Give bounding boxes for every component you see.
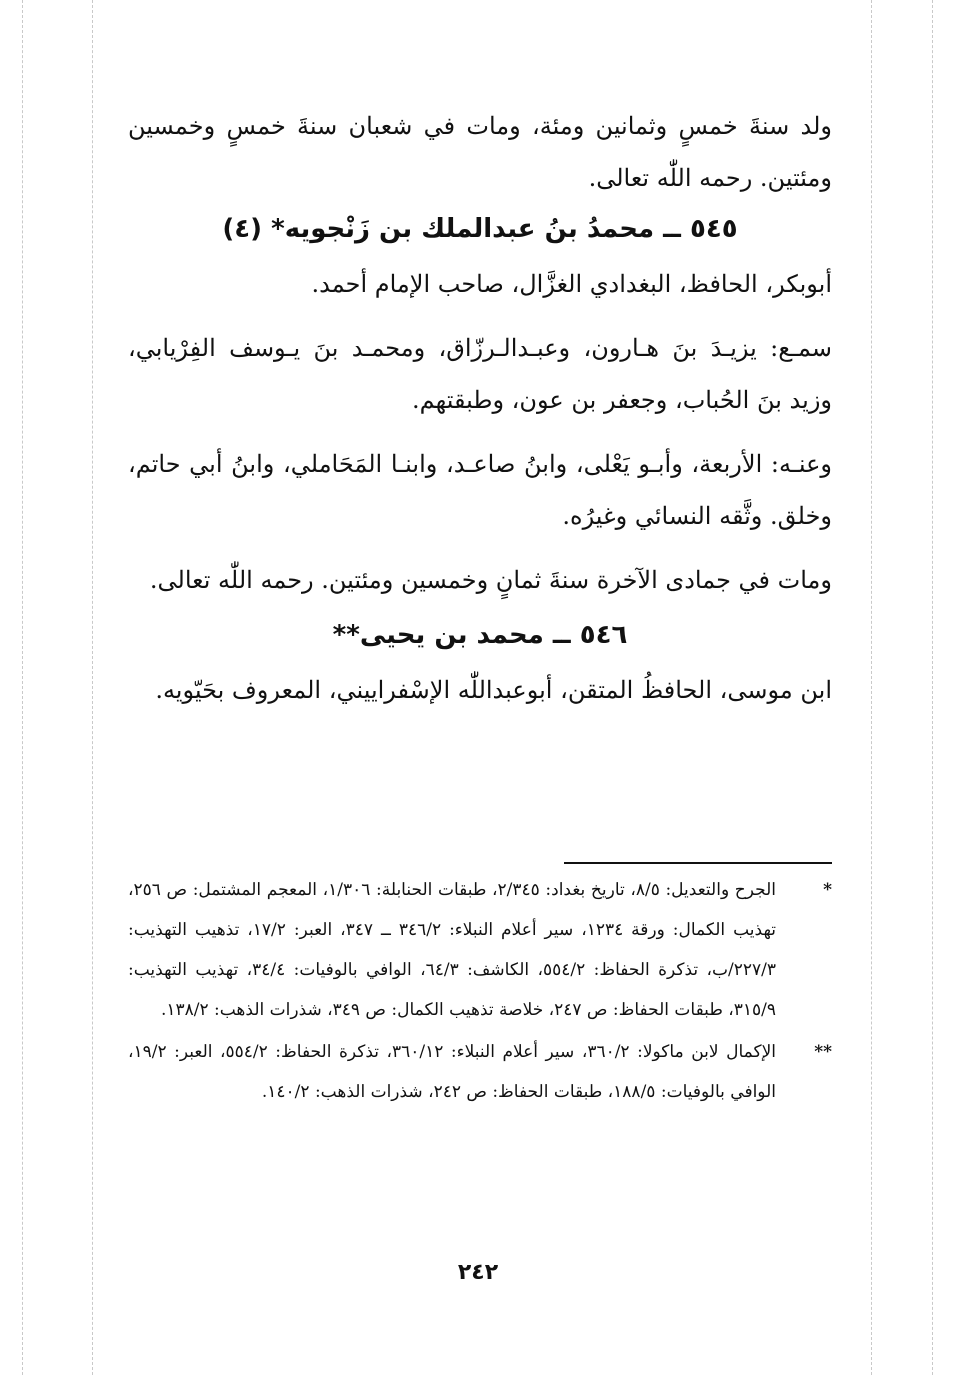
intro-paragraph: ولد سنةَ خمسٍ وثمانين ومئة، ومات في شعبان سنةَ خمسٍ وخمسين ومئتين. رحمه اللّٰه تعالى. [128,112,832,192]
footnote-text: الجرح والتعديل: ٨/٥، تاريخ بغداد: ٢/٣٤٥، طبقات الحنابلة: ١/٣٠٦، المعجم المشتمل: ص ٢٥٦، تهذيب الكمال: ورقة ١٢٣٤، سير أعلام النبلاء: ٣٤٦/٢ ــ ٣٤٧، العبر: ١٧/٢، تذهيب التهذيب: ٢٢٧/٣/ب، تذكرة الحفاظ: ٥٥٤/٢، الكاشف: ٦٤/٣، الوافي بالوفيات: ٣٤/٤، تهذيب التهذيب: ٣١٥/٩، طبقات الحفاظ: ص ٢٤٧، خلاصة تذهيب الكمال: ص ٣٤٩، شذرات الذهب: ١٣٨/٢. [128,880,777,1020]
footnote-text: الإكمال لابن ماكولا: ٣٦٠/٢، سير أعلام النبلاء: ٣٦٠/١٢، تذكرة الحفاظ: ٥٥٤/٢، العبر: ١٩/٢، الوافي بالوفيات: ١٨٨/٥، طبقات الحفاظ: ص ٢٤٢، شذرات الذهب: ١٤٠/٢. [128,1042,776,1102]
footnote-marker: ** [814,1042,832,1062]
page-number: ٢٤٢ [457,1260,499,1285]
entry-546-paragraph-1: ابن موسى، الحافظُ المتقن، أبوعبداللّٰه الإسْفراييني، المعروف بحَيّويه. [155,676,832,704]
footnote-1 [128,870,832,1030]
entry-545-heading: ٥٤٥ ــ محمدُ بنُ عبدالملك بن زَنْجويه* (٤) [222,214,738,244]
footnote-2 [128,1032,832,1112]
footnotes [128,862,832,1112]
entry-545-paragraph-1: أبوبكر، الحافظ، البغدادي الغزَّال، صاحب الإمام أحمد. [311,270,832,298]
margin-guide-line [871,0,872,1375]
entry-545-paragraph-3: وعنـه: الأربعة، وأبـو يَعْلى، وابنُ صاعـد، وابنـا المَحَاملي، وابنُ أبي حاتم، وخلق. وثَّقه النسائي وغيرُه. [128,450,832,530]
footnote-separator [564,862,832,864]
page-body [128,100,832,716]
margin-guide-line [932,0,933,1375]
entry-545-paragraph-2: سمـع: يزيـدَ بنَ هـارون، وعبـدالـرزّاق، ومحمـد بنَ يـوسف الفِرْيابي، وزيد بنَ الحُباب، وجعفر بن عون، وطبقتهم. [128,334,832,414]
footnote-marker: * [823,880,832,900]
entry-546-heading: ٥٤٦ ــ محمد بن يحيى** [332,620,628,650]
margin-guide-line [22,0,23,1375]
entry-545-paragraph-4: ومات في جمادى الآخرة سنةَ ثمانٍ وخمسين ومئتين. رحمه اللّٰه تعالى. [149,566,832,594]
margin-guide-line [92,0,93,1375]
